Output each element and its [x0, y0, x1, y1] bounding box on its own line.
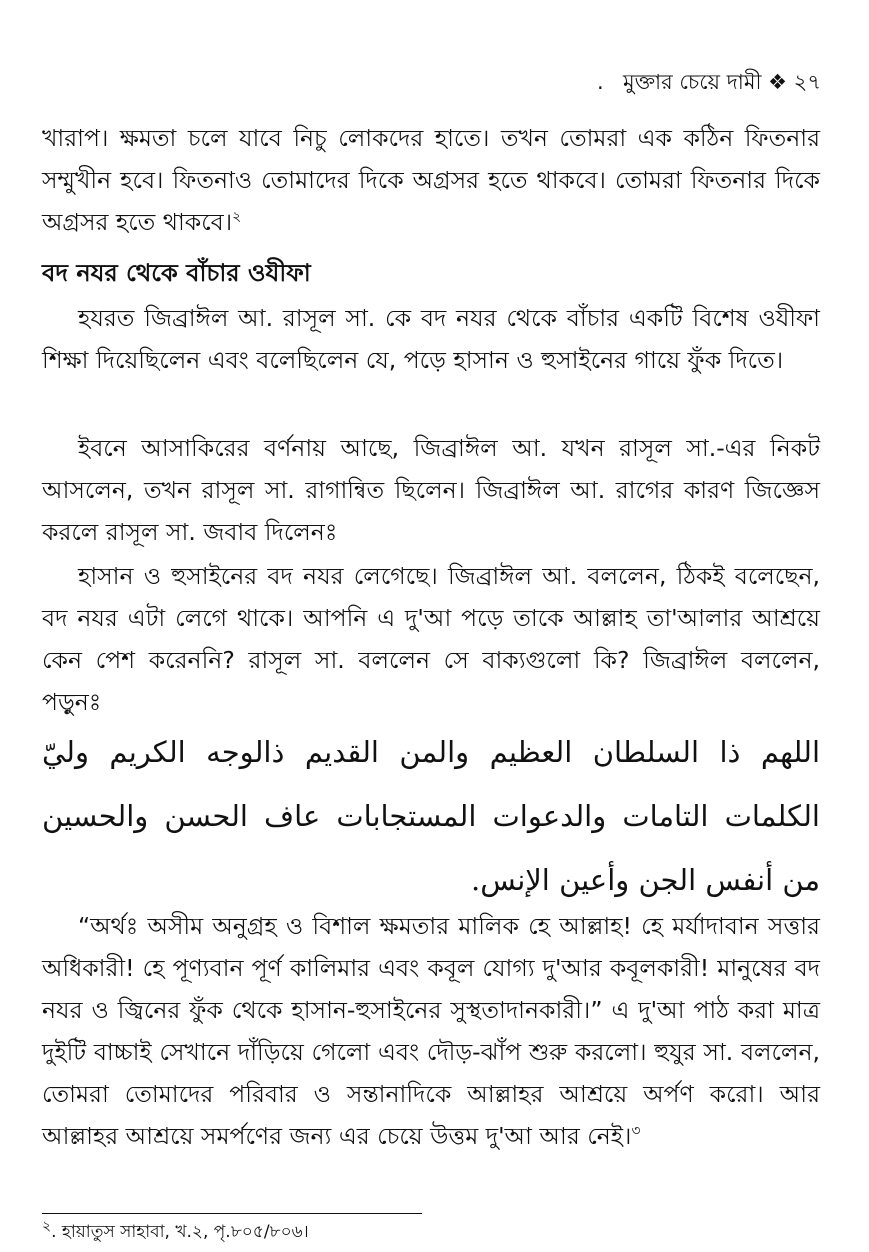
paragraph-5-text: “অর্থঃ অসীম অনুগ্রহ ও বিশাল ক্ষমতার মালিক হে আল্লাহ! হে মর্যাদাবান সত্তার অধিকারী! হে পূণ্যবান পূর্ণ কালিমার এবং কবূল যোগ্য দু'আর কবূলকারী! মানুষের বদ নযর ও জ্বিনের ফুঁক থেকে হাসান-হুসাইনের সুস্থতাদানকারী।” এ দু'আ পাঠ করা মাত্র দুইটি বাচ্চাই সেখানে দাঁড়িয়ে গেলো এবং দৌড়-ঝাঁপ শুরু করলো। হুযুর সা. বললেন, তোমরা তোমাদের পরিবার ও সন্তানাদিকে আল্লাহর আশ্রয়ে অর্পণ করো। আর আল্লাহর আশ্রয়ে সমর্পণের জন্য এর চেয়ে উত্তম দু'আ আর নেই। [42, 912, 820, 1150]
section-heading: বদ নযর থেকে বাঁচার ওযীফা [42, 259, 311, 287]
footnote-text: . হায়াতুস সাহাবা, খ.২, পৃ.৮০৫/৮০৬। [51, 1222, 309, 1242]
paragraph-1 [42, 117, 820, 243]
header-dot: . [597, 70, 604, 94]
paragraph-3: ইবনে আসাকিরের বর্ণনায় আছে, জিব্রাঈল আ. যখন রাসূল সা.-এর নিকট আসলেন, তখন রাসূল সা. রাগান্বিত ছিলেন। জিব্রাঈল আ. রাগের কারণ জিজ্ঞেস করলে রাসূল সা. জবাব দিলেনঃ [42, 434, 820, 546]
paragraph-2: হযরত জিব্রাঈল আ. রাসূল সা. কে বদ নযর থেকে বাঁচার একটি বিশেষ ওযীফা শিক্ষা দিয়েছিলেন এবং বলেছিলেন যে, পড়ে হাসান ও হুসাইনের গায়ে ফুঁক দিতে। [42, 304, 820, 374]
arabic-supplication: اللهم ذا السلطان العظيم والمن القديم ذالوجه الكريم وليّ الكلمات التامات والدعوات المستجابات عاف الحسن والحسين من أنفس الجن وأعين الإنس. [42, 735, 820, 897]
footnote-divider [42, 1213, 422, 1214]
paragraph-5 [42, 905, 820, 1157]
footnote-marker: ২ [42, 1218, 52, 1235]
footnote-ref-2: ২ [232, 209, 242, 226]
running-header [597, 68, 821, 96]
paragraph-1-text: খারাপ। ক্ষমতা চলে যাবে নিচু লোকদের হাতে। তখন তোমরা এক কঠিন ফিতনার সম্মুখীন হবে। ফিতনাও তোমাদের দিকে অগ্রসর হতে থাকবে। তোমরা ফিতনার দিকে অগ্রসর হতে থাকবে। [42, 124, 820, 236]
paragraph-4: হাসান ও হুসাইনের বদ নযর লেগেছে। জিব্রাঈল আ. বললেন, ঠিকই বলেছেন, বদ নযর এটা লেগে থাকে। আপনি এ দু'আ পড়ে তাকে আল্লাহ তা'আলার আশ্রয়ে কেন পেশ করেননি? রাসূল সা. বললেন সে বাক্যগুলো কি? জিব্রাঈল বললেন, পড়ুনঃ [42, 562, 820, 716]
footnote [42, 1220, 309, 1244]
footnote-ref-3: ৩ [631, 1123, 641, 1140]
running-title: মুক্তার চেয়ে দামী ❖ ২৭ [623, 70, 821, 94]
